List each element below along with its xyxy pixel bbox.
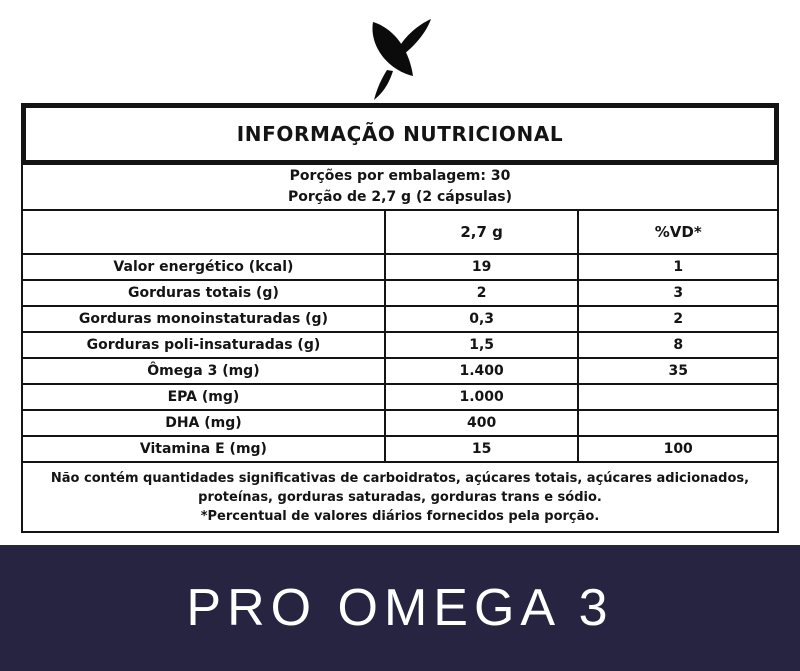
row-label: Gorduras totais (g) bbox=[22, 280, 385, 306]
table-row-polyunsaturated-fat bbox=[22, 332, 778, 358]
table-row-dha bbox=[22, 410, 778, 436]
row-daily-value: 1 bbox=[578, 254, 778, 280]
col-header-daily-value: %VD* bbox=[578, 210, 778, 254]
serving-info-row bbox=[22, 165, 778, 210]
row-quantity: 19 bbox=[385, 254, 579, 280]
row-daily-value: 8 bbox=[578, 332, 778, 358]
table-row-total-fat bbox=[22, 280, 778, 306]
bird-logo bbox=[336, 16, 436, 104]
footnote-line: proteínas, gorduras saturadas, gorduras trans e sódio. bbox=[198, 489, 602, 505]
col-header-empty bbox=[22, 210, 385, 254]
row-daily-value bbox=[578, 410, 778, 436]
row-daily-value: 100 bbox=[578, 436, 778, 462]
row-quantity: 400 bbox=[385, 410, 579, 436]
row-daily-value: 3 bbox=[578, 280, 778, 306]
row-quantity: 2 bbox=[385, 280, 579, 306]
row-label: Vitamina E (mg) bbox=[22, 436, 385, 462]
row-quantity: 1.400 bbox=[385, 358, 579, 384]
bird-logo-icon bbox=[336, 16, 436, 104]
row-quantity: 1.000 bbox=[385, 384, 579, 410]
row-quantity: 15 bbox=[385, 436, 579, 462]
panel-title-box bbox=[21, 103, 779, 165]
nutrition-panel bbox=[21, 103, 779, 533]
row-label: Valor energético (kcal) bbox=[22, 254, 385, 280]
footnotes-cell bbox=[22, 462, 778, 532]
column-header-row bbox=[22, 210, 778, 254]
footnote-line: *Percentual de valores diários fornecidos pela porção. bbox=[200, 508, 600, 524]
row-label: Gorduras poli-insaturadas (g) bbox=[22, 332, 385, 358]
row-daily-value: 2 bbox=[578, 306, 778, 332]
col-header-quantity: 2,7 g bbox=[385, 210, 579, 254]
product-banner bbox=[0, 545, 800, 671]
table-row-energy bbox=[22, 254, 778, 280]
row-daily-value bbox=[578, 384, 778, 410]
footnote-line: Não contém quantidades significativas de carboidratos, açúcares totais, açúcares adicionados, bbox=[50, 470, 750, 486]
row-label: DHA (mg) bbox=[22, 410, 385, 436]
nutrition-table bbox=[21, 165, 779, 533]
table-row-monounsaturated-fat bbox=[22, 306, 778, 332]
table-row-omega3 bbox=[22, 358, 778, 384]
serving-info-cell bbox=[22, 165, 778, 210]
table-row-vitamin-e bbox=[22, 436, 778, 462]
footnotes-row bbox=[22, 462, 778, 532]
panel-title: INFORMAÇÃO NUTRICIONAL bbox=[236, 122, 564, 146]
row-quantity: 1,5 bbox=[385, 332, 579, 358]
product-name: PRO OMEGA 3 bbox=[186, 579, 614, 637]
row-quantity: 0,3 bbox=[385, 306, 579, 332]
row-label: Gorduras monoinstaturadas (g) bbox=[22, 306, 385, 332]
serving-size: Porção de 2,7 g (2 cápsulas) bbox=[287, 189, 513, 205]
row-daily-value: 35 bbox=[578, 358, 778, 384]
row-label: Ômega 3 (mg) bbox=[22, 358, 385, 384]
servings-per-package: Porções por embalagem: 30 bbox=[289, 168, 511, 184]
table-row-epa bbox=[22, 384, 778, 410]
row-label: EPA (mg) bbox=[22, 384, 385, 410]
